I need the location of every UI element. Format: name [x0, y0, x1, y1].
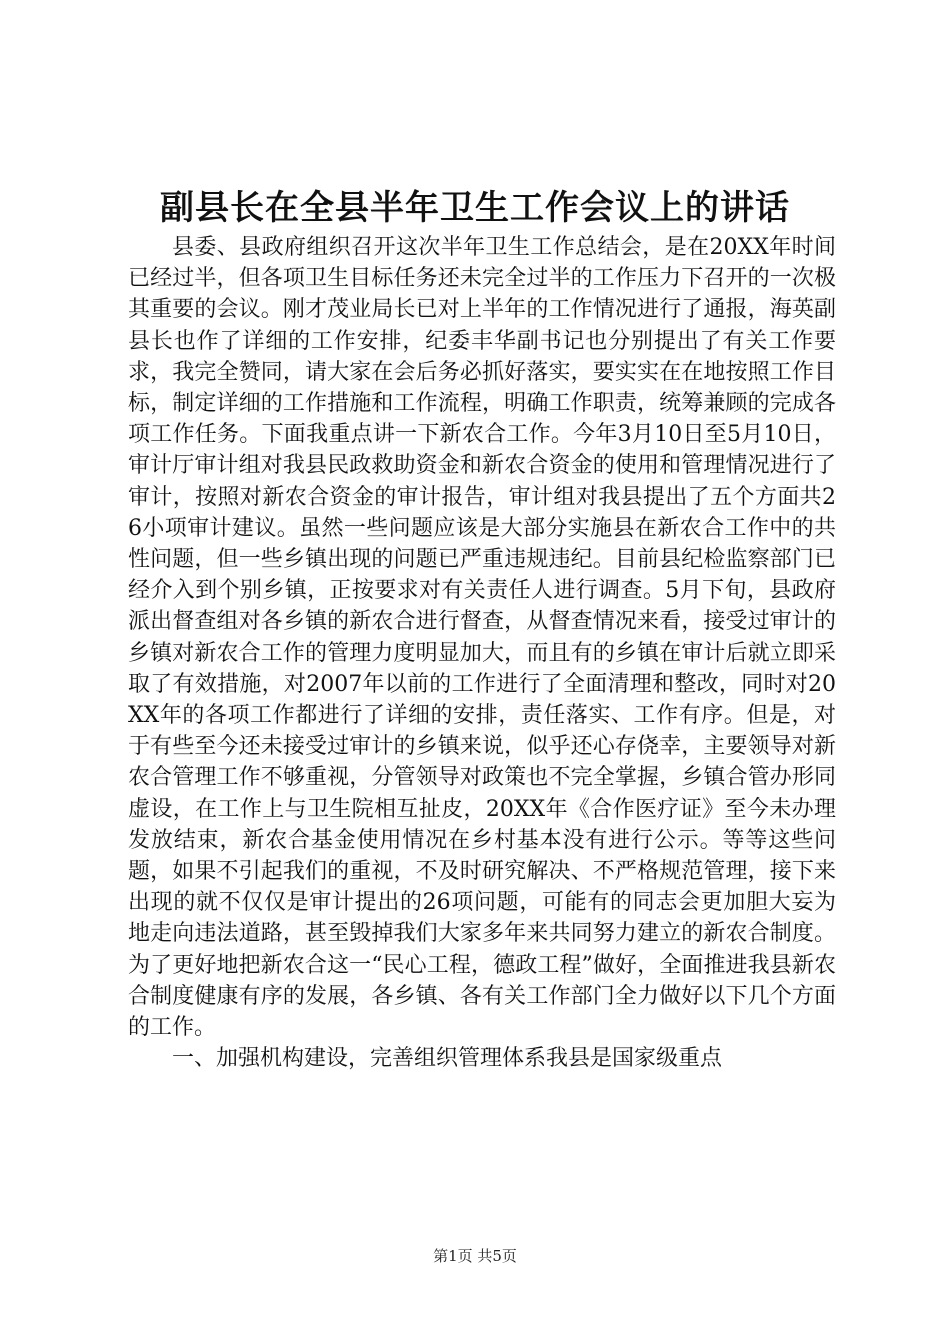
paragraph-1: 县委、县政府组织召开这次半年卫生工作总结会，是在20XX年时间已经过半，但各项卫生目标任务还未完全过半的工作压力下召开的一次极其重要的会议。刚才茂业局长已对上半年的工作情况进行了通报，海英副县长也作了详细的工作安排，纪委丰华副书记也分别提出了有关工作要求，我完全赞同，请大家在会后务必抓好落实，要实实在在地按照工作目标，制定详细的工作措施和工作流程，明确工作职责，统筹兼顾的完成各项工作任务。下面我重点讲一下新农合工作。今年3月10日至5月10日，审计厅审计组对我县民政救助资金和新农合资金的使用和管理情况进行了审计，按照对新农合资金的审计报告，审计组对我县提出了五个方面共26小项审计建议。虽然一些问题应该是大部分实施县在新农合工作中的共性问题，但一些乡镇出现的问题已严重违规违纪。目前县纪检监察部门已经介入到个别乡镇，正按要求对有关责任人进行调查。5月下旬，县政府派出督查组对各乡镇的新农合进行督查，从督查情况来看，接受过审计的乡镇对新农合工作的管理力度明显加大，而且有的乡镇在审计后就立即采取了有效措施，对2007年以前的工作进行了全面清理和整改，同时对20XX年的各项工作都进行了详细的安排，责任落实、工作有序。但是，对于有些至今还未接受过审计的乡镇来说，似乎还心存侥幸，主要领导对新农合管理工作不够重视，分管领导对政策也不完全掌握，乡镇合管办形同虚设，在工作上与卫生院相互扯皮，20XX年《合作医疗证》至今未办理发放结束，新农合基金使用情况在乡村基本没有进行公示。等等这些问题，如果不引起我们的重视，不及时研究解决、不严格规范管理，接下来出现的就不仅仅是审计提出的26项问题，可能有的同志会更加胆大妄为地走向违法道路，甚至毁掉我们大家多年来共同努力建立的新农合制度。为了更好地把新农合这一“民心工程，德政工程”做好，全面推进我县新农合制度健康有序的发展，各乡镇、各有关工作部门全力做好以下几个方面的工作。	[128, 235, 836, 1041]
page-footer: 第1页 共5页	[433, 1247, 517, 1265]
document-title: 副县长在全县半年卫生工作会议上的讲话	[160, 188, 790, 228]
document-body	[128, 232, 836, 1074]
paragraph-2: 一、加强机构建设，完善组织管理体系我县是国家级重点	[172, 1046, 723, 1072]
